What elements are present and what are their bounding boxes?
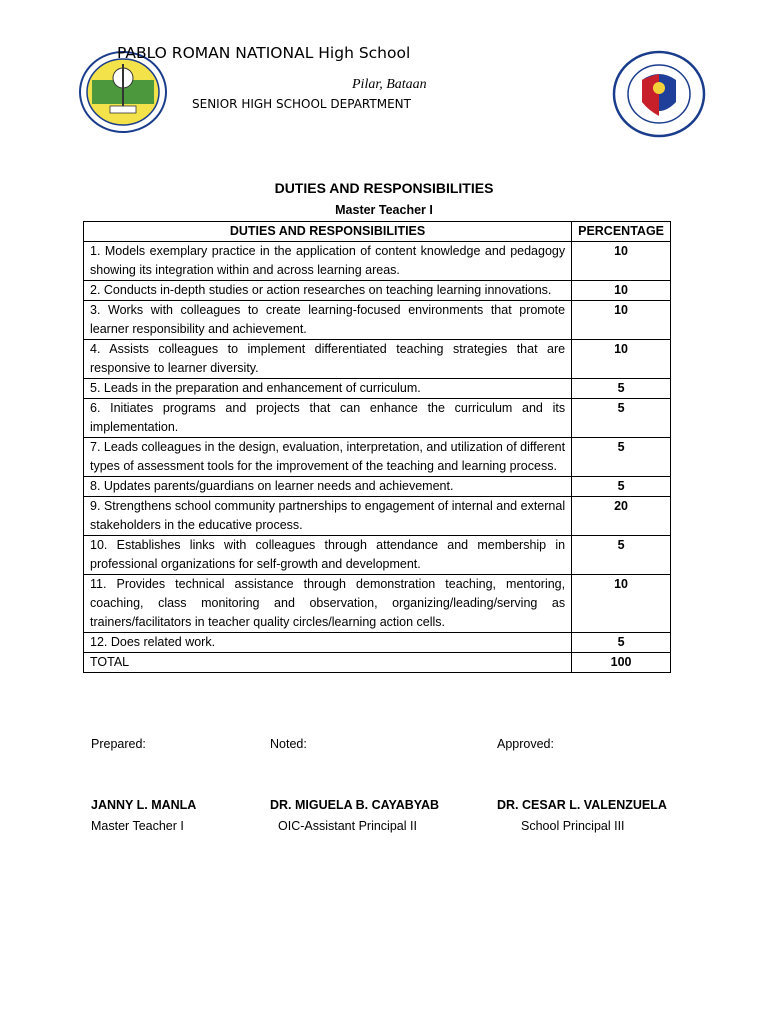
duty-percentage: 5 xyxy=(572,536,671,575)
noted-name: DR. MIGUELA B. CAYABYAB xyxy=(270,798,440,812)
duty-text: 3. Works with colleagues to create learning-focused environments that promote learner responsibility and achievement. xyxy=(84,301,572,340)
table-row xyxy=(84,536,671,575)
noted-position: OIC-Assistant Principal II xyxy=(278,819,417,833)
header-duties: DUTIES AND RESPONSIBILITIES xyxy=(84,222,572,242)
document-title: DUTIES AND RESPONSIBILITIES xyxy=(274,180,494,196)
approved-name: DR. CESAR L. VALENZUELA xyxy=(497,798,667,812)
document-subtitle: Master Teacher I xyxy=(335,203,433,217)
table-row xyxy=(84,497,671,536)
approved-label: Approved: xyxy=(497,737,554,751)
duty-percentage: 5 xyxy=(572,399,671,438)
table-row xyxy=(84,633,671,653)
duty-percentage: 10 xyxy=(572,281,671,301)
table-row xyxy=(84,379,671,399)
duty-percentage: 10 xyxy=(572,301,671,340)
prepared-label: Prepared: xyxy=(91,737,146,751)
table-row xyxy=(84,575,671,633)
table-total-row xyxy=(84,653,671,673)
school-seal-icon xyxy=(78,50,168,134)
duty-text: 5. Leads in the preparation and enhancement of curriculum. xyxy=(84,379,572,399)
duty-text: 1. Models exemplary practice in the application of content knowledge and pedagogy showing its integration within and across learning areas. xyxy=(84,242,572,281)
duty-percentage: 5 xyxy=(572,379,671,399)
duty-percentage: 5 xyxy=(572,477,671,497)
prepared-name: JANNY L. MANLA xyxy=(91,798,197,812)
duty-percentage: 5 xyxy=(572,438,671,477)
school-department: SENIOR HIGH SCHOOL DEPARTMENT xyxy=(192,97,411,111)
school-name: PABLO ROMAN NATIONAL High School xyxy=(117,44,411,62)
table-row xyxy=(84,242,671,281)
table-header-row xyxy=(84,222,671,242)
school-location: Pilar, Bataan xyxy=(352,77,427,92)
deped-seal-icon xyxy=(612,50,706,138)
prepared-position: Master Teacher I xyxy=(91,819,184,833)
duty-percentage: 10 xyxy=(572,242,671,281)
duties-table xyxy=(83,221,671,673)
table-row xyxy=(84,477,671,497)
duty-text: 7. Leads colleagues in the design, evaluation, interpretation, and utilization of different types of assessment tools for the improvement of the teaching and learning process. xyxy=(84,438,572,477)
duty-percentage: 10 xyxy=(572,340,671,379)
duty-text: 8. Updates parents/guardians on learner needs and achievement. xyxy=(84,477,572,497)
total-label: TOTAL xyxy=(84,653,572,673)
table-row xyxy=(84,281,671,301)
duty-text: 4. Assists colleagues to implement differentiated teaching strategies that are responsive to learner diversity. xyxy=(84,340,572,379)
duty-percentage: 20 xyxy=(572,497,671,536)
approved-position: School Principal III xyxy=(521,819,625,833)
duty-text: 6. Initiates programs and projects that can enhance the curriculum and its implementation. xyxy=(84,399,572,438)
duty-text: 9. Strengthens school community partnerships to engagement of internal and external stakeholders in the educative process. xyxy=(84,497,572,536)
total-value: 100 xyxy=(572,653,671,673)
table-row xyxy=(84,301,671,340)
header-percentage: PERCENTAGE xyxy=(572,222,671,242)
duty-text: 11. Provides technical assistance through demonstration teaching, mentoring, coaching, class monitoring and observation, organizing/leading/serving as trainers/facilitators in teacher quality circles/learning action cells. xyxy=(84,575,572,633)
duty-text: 10. Establishes links with colleagues through attendance and membership in professional organizations for self-growth and development. xyxy=(84,536,572,575)
table-row xyxy=(84,399,671,438)
duty-text: 2. Conducts in-depth studies or action researches on teaching learning innovations. xyxy=(84,281,572,301)
noted-label: Noted: xyxy=(270,737,307,751)
table-row xyxy=(84,438,671,477)
table-row xyxy=(84,340,671,379)
duty-percentage: 5 xyxy=(572,633,671,653)
duty-text: 12. Does related work. xyxy=(84,633,572,653)
duty-percentage: 10 xyxy=(572,575,671,633)
